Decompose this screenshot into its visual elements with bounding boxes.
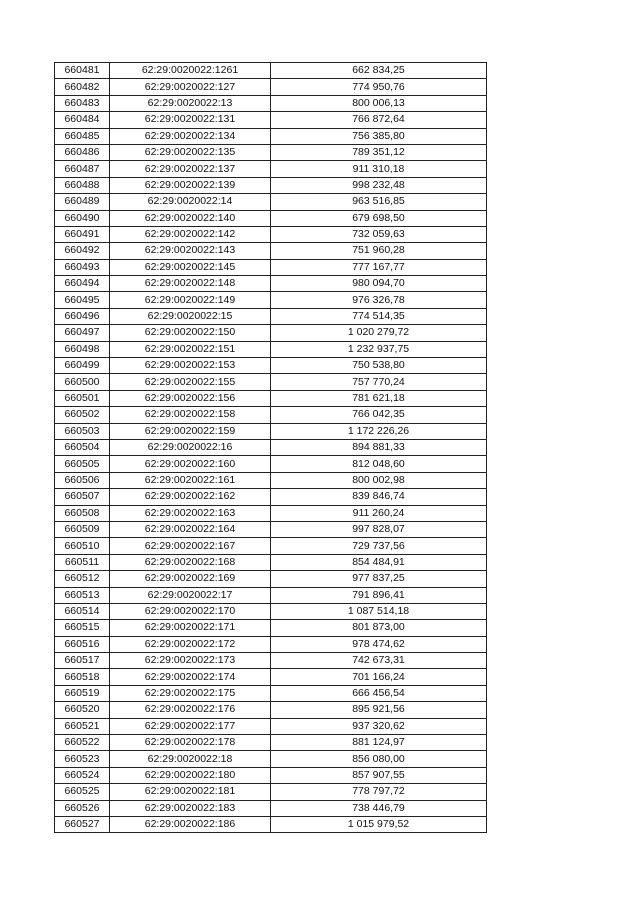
value-cell: 854 484,91 [271, 554, 487, 570]
row-number-cell: 660526 [55, 800, 110, 816]
row-number-cell: 660496 [55, 308, 110, 324]
cadastral-number-cell: 62:29:0020022:148 [110, 276, 271, 292]
cadastral-number-cell: 62:29:0020022:1261 [110, 63, 271, 79]
table-row [55, 423, 487, 439]
cadastral-number-cell: 62:29:0020022:181 [110, 784, 271, 800]
row-number-cell: 660495 [55, 292, 110, 308]
row-number-cell: 660512 [55, 571, 110, 587]
value-cell: 774 514,35 [271, 308, 487, 324]
cadastral-number-cell: 62:29:0020022:158 [110, 407, 271, 423]
row-number-cell: 660497 [55, 325, 110, 341]
value-cell: 894 881,33 [271, 439, 487, 455]
table-row [55, 472, 487, 488]
value-cell: 757 770,24 [271, 374, 487, 390]
cadastral-number-cell: 62:29:0020022:155 [110, 374, 271, 390]
value-cell: 1 232 937,75 [271, 341, 487, 357]
row-number-cell: 660518 [55, 669, 110, 685]
table-row [55, 816, 487, 832]
value-cell: 997 828,07 [271, 521, 487, 537]
cadastral-number-cell: 62:29:0020022:151 [110, 341, 271, 357]
table-row [55, 243, 487, 259]
table-row [55, 489, 487, 505]
table-row [55, 505, 487, 521]
value-cell: 1 020 279,72 [271, 325, 487, 341]
cadastral-number-cell: 62:29:0020022:172 [110, 636, 271, 652]
table-row [55, 554, 487, 570]
row-number-cell: 660499 [55, 358, 110, 374]
row-number-cell: 660516 [55, 636, 110, 652]
cadastral-number-cell: 62:29:0020022:153 [110, 358, 271, 374]
value-cell: 662 834,25 [271, 63, 487, 79]
row-number-cell: 660491 [55, 226, 110, 242]
cadastral-number-cell: 62:29:0020022:174 [110, 669, 271, 685]
cadastral-number-cell: 62:29:0020022:140 [110, 210, 271, 226]
table-row [55, 79, 487, 95]
value-cell: 750 538,80 [271, 358, 487, 374]
table-row [55, 456, 487, 472]
row-number-cell: 660514 [55, 603, 110, 619]
cadastral-number-cell: 62:29:0020022:171 [110, 620, 271, 636]
value-cell: 778 797,72 [271, 784, 487, 800]
cadastral-number-cell: 62:29:0020022:131 [110, 112, 271, 128]
value-cell: 980 094,70 [271, 276, 487, 292]
value-cell: 857 907,55 [271, 767, 487, 783]
table-row [55, 751, 487, 767]
row-number-cell: 660492 [55, 243, 110, 259]
row-number-cell: 660520 [55, 702, 110, 718]
table-row [55, 390, 487, 406]
value-cell: 839 846,74 [271, 489, 487, 505]
cadastral-number-cell: 62:29:0020022:180 [110, 767, 271, 783]
value-cell: 963 516,85 [271, 194, 487, 210]
row-number-cell: 660524 [55, 767, 110, 783]
row-number-cell: 660502 [55, 407, 110, 423]
value-cell: 742 673,31 [271, 653, 487, 669]
table-row [55, 620, 487, 636]
cadastral-number-cell: 62:29:0020022:169 [110, 571, 271, 587]
value-cell: 732 059,63 [271, 226, 487, 242]
cadastral-number-cell: 62:29:0020022:135 [110, 144, 271, 160]
row-number-cell: 660525 [55, 784, 110, 800]
table-row [55, 718, 487, 734]
row-number-cell: 660503 [55, 423, 110, 439]
cadastral-number-cell: 62:29:0020022:161 [110, 472, 271, 488]
value-cell: 679 698,50 [271, 210, 487, 226]
row-number-cell: 660489 [55, 194, 110, 210]
cadastral-number-cell: 62:29:0020022:159 [110, 423, 271, 439]
row-number-cell: 660510 [55, 538, 110, 554]
value-cell: 777 167,77 [271, 259, 487, 275]
cadastral-number-cell: 62:29:0020022:127 [110, 79, 271, 95]
value-cell: 751 960,28 [271, 243, 487, 259]
table-row [55, 702, 487, 718]
row-number-cell: 660511 [55, 554, 110, 570]
cadastral-number-cell: 62:29:0020022:14 [110, 194, 271, 210]
value-cell: 800 002,98 [271, 472, 487, 488]
row-number-cell: 660488 [55, 177, 110, 193]
value-cell: 976 326,78 [271, 292, 487, 308]
cadastral-number-cell: 62:29:0020022:156 [110, 390, 271, 406]
value-cell: 789 351,12 [271, 144, 487, 160]
row-number-cell: 660523 [55, 751, 110, 767]
cadastral-number-cell: 62:29:0020022:149 [110, 292, 271, 308]
value-cell: 766 042,35 [271, 407, 487, 423]
value-cell: 801 873,00 [271, 620, 487, 636]
cadastral-number-cell: 62:29:0020022:13 [110, 95, 271, 111]
value-cell: 978 474,62 [271, 636, 487, 652]
row-number-cell: 660490 [55, 210, 110, 226]
row-number-cell: 660485 [55, 128, 110, 144]
row-number-cell: 660506 [55, 472, 110, 488]
table-row [55, 538, 487, 554]
cadastral-number-cell: 62:29:0020022:177 [110, 718, 271, 734]
cadastral-number-cell: 62:29:0020022:173 [110, 653, 271, 669]
value-cell: 791 896,41 [271, 587, 487, 603]
cadastral-number-cell: 62:29:0020022:15 [110, 308, 271, 324]
row-number-cell: 660501 [55, 390, 110, 406]
value-cell: 766 872,64 [271, 112, 487, 128]
value-cell: 756 385,80 [271, 128, 487, 144]
row-number-cell: 660509 [55, 521, 110, 537]
cadastral-number-cell: 62:29:0020022:186 [110, 816, 271, 832]
cadastral-number-cell: 62:29:0020022:137 [110, 161, 271, 177]
cadastral-number-cell: 62:29:0020022:167 [110, 538, 271, 554]
table-row [55, 194, 487, 210]
cadastral-number-cell: 62:29:0020022:18 [110, 751, 271, 767]
value-cell: 1 015 979,52 [271, 816, 487, 832]
value-cell: 977 837,25 [271, 571, 487, 587]
cadastral-number-cell: 62:29:0020022:17 [110, 587, 271, 603]
value-cell: 881 124,97 [271, 735, 487, 751]
value-cell: 856 080,00 [271, 751, 487, 767]
row-number-cell: 660482 [55, 79, 110, 95]
row-number-cell: 660486 [55, 144, 110, 160]
cadastral-number-cell: 62:29:0020022:139 [110, 177, 271, 193]
table-row [55, 144, 487, 160]
table-row [55, 669, 487, 685]
value-cell: 800 006,13 [271, 95, 487, 111]
value-cell: 666 456,54 [271, 685, 487, 701]
table-row [55, 521, 487, 537]
cadastral-number-cell: 62:29:0020022:143 [110, 243, 271, 259]
table-row [55, 767, 487, 783]
value-cell: 738 446,79 [271, 800, 487, 816]
table-row [55, 276, 487, 292]
table-row [55, 571, 487, 587]
table-row [55, 735, 487, 751]
row-number-cell: 660504 [55, 439, 110, 455]
table-row [55, 374, 487, 390]
value-cell: 895 921,56 [271, 702, 487, 718]
table-row [55, 226, 487, 242]
cadastral-number-cell: 62:29:0020022:145 [110, 259, 271, 275]
table-row [55, 63, 487, 79]
cadastral-number-cell: 62:29:0020022:164 [110, 521, 271, 537]
table-row [55, 784, 487, 800]
cadastral-number-cell: 62:29:0020022:170 [110, 603, 271, 619]
row-number-cell: 660519 [55, 685, 110, 701]
table-row [55, 341, 487, 357]
table-row [55, 177, 487, 193]
table-row [55, 407, 487, 423]
value-cell: 781 621,18 [271, 390, 487, 406]
table-row [55, 292, 487, 308]
table-row [55, 161, 487, 177]
value-cell: 812 048,60 [271, 456, 487, 472]
row-number-cell: 660493 [55, 259, 110, 275]
cadastral-number-cell: 62:29:0020022:183 [110, 800, 271, 816]
table-row [55, 325, 487, 341]
row-number-cell: 660483 [55, 95, 110, 111]
table-row [55, 603, 487, 619]
table-row [55, 587, 487, 603]
cadastral-number-cell: 62:29:0020022:160 [110, 456, 271, 472]
table-row [55, 95, 487, 111]
row-number-cell: 660517 [55, 653, 110, 669]
table-row [55, 653, 487, 669]
table-row [55, 685, 487, 701]
row-number-cell: 660505 [55, 456, 110, 472]
row-number-cell: 660494 [55, 276, 110, 292]
cadastral-number-cell: 62:29:0020022:163 [110, 505, 271, 521]
value-cell: 701 166,24 [271, 669, 487, 685]
row-number-cell: 660487 [55, 161, 110, 177]
cadastral-number-cell: 62:29:0020022:134 [110, 128, 271, 144]
row-number-cell: 660481 [55, 63, 110, 79]
cadastral-number-cell: 62:29:0020022:176 [110, 702, 271, 718]
row-number-cell: 660521 [55, 718, 110, 734]
row-number-cell: 660515 [55, 620, 110, 636]
cadastral-number-cell: 62:29:0020022:150 [110, 325, 271, 341]
value-cell: 729 737,56 [271, 538, 487, 554]
row-number-cell: 660522 [55, 735, 110, 751]
cadastral-number-cell: 62:29:0020022:162 [110, 489, 271, 505]
cadastral-number-cell: 62:29:0020022:16 [110, 439, 271, 455]
table-row [55, 636, 487, 652]
table-row [55, 439, 487, 455]
value-cell: 937 320,62 [271, 718, 487, 734]
data-table [54, 62, 487, 833]
cadastral-number-cell: 62:29:0020022:178 [110, 735, 271, 751]
cadastral-number-cell: 62:29:0020022:142 [110, 226, 271, 242]
row-number-cell: 660508 [55, 505, 110, 521]
row-number-cell: 660527 [55, 816, 110, 832]
cadastral-number-cell: 62:29:0020022:175 [110, 685, 271, 701]
table-row [55, 358, 487, 374]
row-number-cell: 660507 [55, 489, 110, 505]
table-row [55, 112, 487, 128]
table-row [55, 210, 487, 226]
value-cell: 911 310,18 [271, 161, 487, 177]
row-number-cell: 660513 [55, 587, 110, 603]
table-row [55, 259, 487, 275]
table-row [55, 128, 487, 144]
table-body [55, 63, 487, 833]
row-number-cell: 660498 [55, 341, 110, 357]
table-row [55, 308, 487, 324]
value-cell: 998 232,48 [271, 177, 487, 193]
table-row [55, 800, 487, 816]
row-number-cell: 660500 [55, 374, 110, 390]
value-cell: 774 950,76 [271, 79, 487, 95]
row-number-cell: 660484 [55, 112, 110, 128]
value-cell: 911 260,24 [271, 505, 487, 521]
value-cell: 1 172 226,26 [271, 423, 487, 439]
value-cell: 1 087 514,18 [271, 603, 487, 619]
cadastral-number-cell: 62:29:0020022:168 [110, 554, 271, 570]
